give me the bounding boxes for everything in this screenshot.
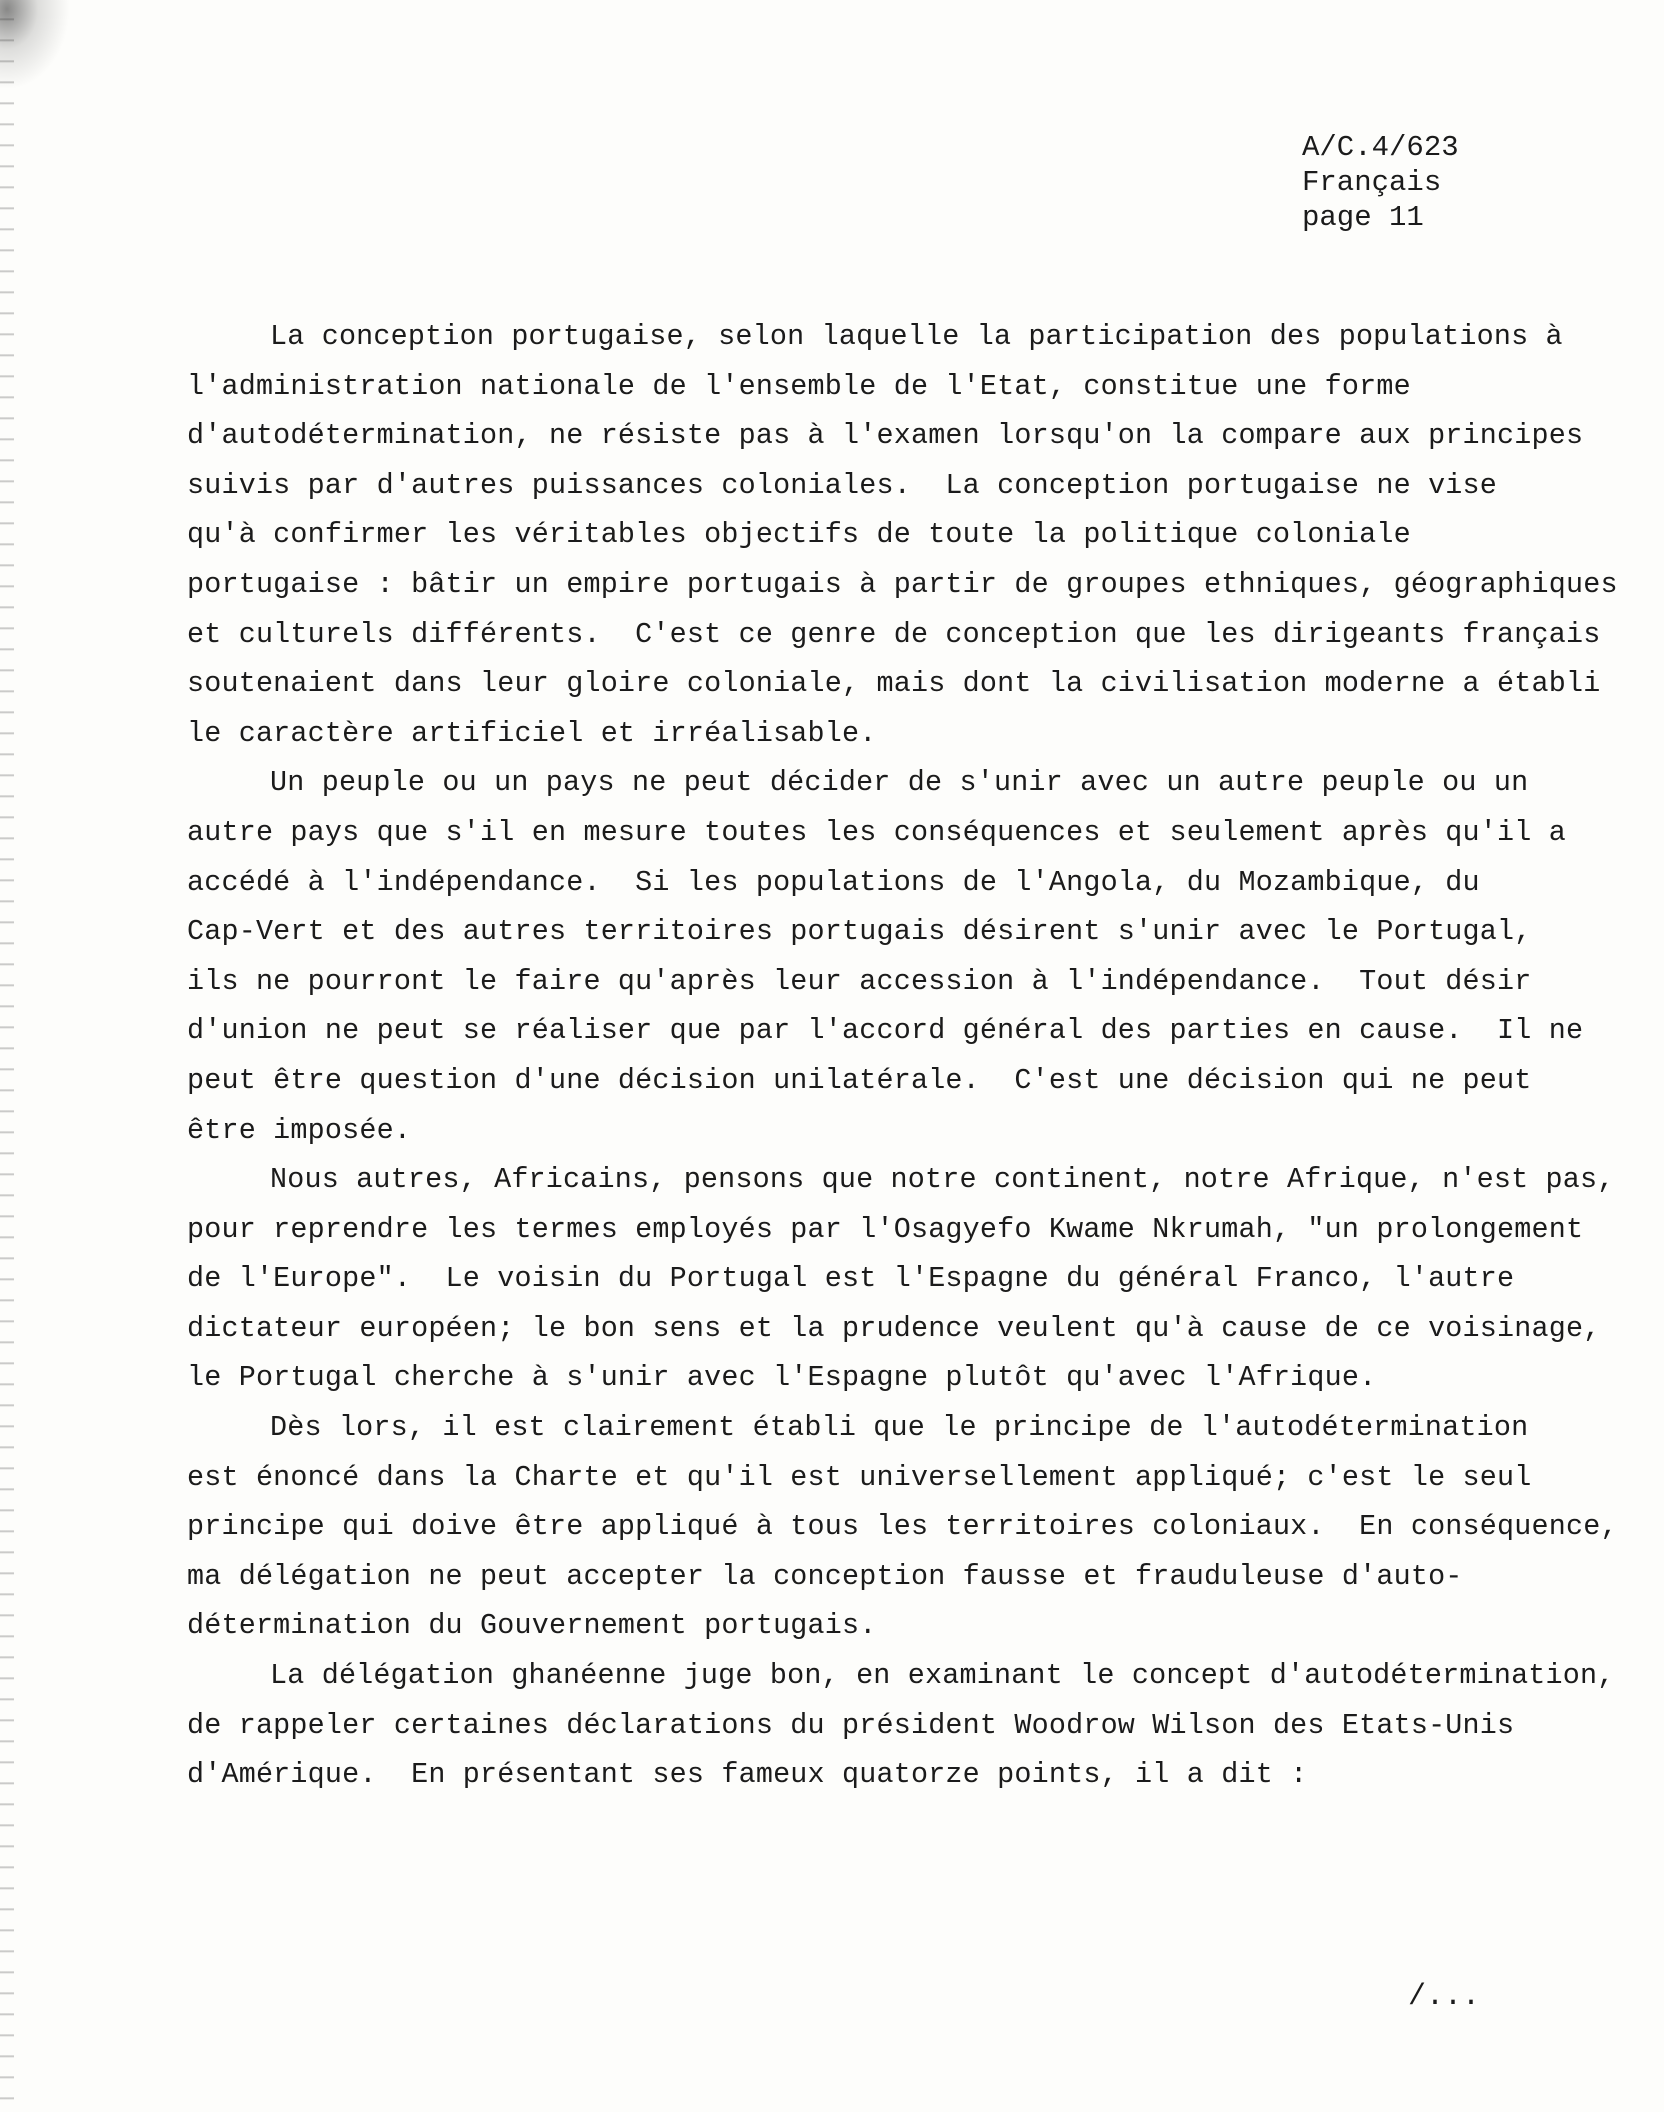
document-header [1302,130,1459,235]
text-line: accédé à l'indépendance. Si les populations de l'Angola, du Mozambique, du [187,865,1480,899]
text-line: La conception portugaise, selon laquelle la participation des populations à [270,320,1563,353]
scan-corner-smudge [0,0,70,90]
text-line: principe qui doive être appliqué à tous les territoires coloniaux. En conséquence, [187,1510,1618,1544]
text-line: La délégation ghanéenne juge bon, en examinant le concept d'autodétermination, [270,1659,1615,1693]
scan-edge-artifact [0,0,14,2112]
text-line: qu'à confirmer les véritables objectifs de toute la politique coloniale [187,518,1411,552]
text-line: être imposée. [187,1113,412,1147]
text-line: d'autodétermination, ne résiste pas à l'examen lorsqu'on la compare aux principes [187,419,1584,453]
text-line: portugaise : bâtir un empire portugais à partir de groupes ethniques, géographiques [187,567,1618,601]
text-line: pour reprendre les termes employés par l'Osagyefo Kwame Nkrumah, "un prolongement [187,1212,1584,1246]
text-line: le caractère artificiel et irréalisable. [187,716,877,750]
text-line: de rappeler certaines déclarations du président Woodrow Wilson des Etats-Unis [187,1708,1515,1742]
paragraph [187,1403,1618,1651]
paragraph [187,758,1587,1155]
text-line: l'administration nationale de l'ensemble de l'Etat, constitue une forme [187,369,1411,403]
document-symbol: A/C.4/623 [1302,131,1459,164]
continuation-mark: /... [1408,1980,1481,2014]
text-line: autre pays que s'il en mesure toutes les conséquences et seulement après qu'il a [187,815,1566,849]
document-body [187,312,1618,1800]
text-line: soutenaient dans leur gloire coloniale, mais dont la civilisation moderne a établi [187,667,1601,701]
text-line: et culturels différents. C'est ce genre de conception que les dirigeants français [187,617,1601,651]
page-number: page 11 [1302,201,1424,234]
text-line: ma délégation ne peut accepter la conception fausse et frauduleuse d'auto- [187,1559,1463,1593]
text-line: Nous autres, Africains, pensons que notre continent, notre Afrique, n'est pas, [270,1163,1615,1197]
text-line: d'Amérique. En présentant ses fameux quatorze points, il a dit : [187,1758,1308,1792]
text-line: peut être question d'une décision unilatérale. C'est une décision qui ne peut [187,1063,1532,1097]
text-line: de l'Europe". Le voisin du Portugal est l'Espagne du général Franco, l'autre [187,1262,1515,1296]
paragraph [187,312,1618,758]
paragraph [187,1155,1615,1403]
text-line: ils ne pourront le faire qu'après leur accession à l'indépendance. Tout désir [187,964,1532,998]
text-line: Dès lors, il est clairement établi que le principe de l'autodétermination [270,1411,1529,1445]
document-language: Français [1302,166,1442,199]
text-line: est énoncé dans la Charte et qu'il est universellement appliqué; c'est le seul [187,1460,1532,1494]
text-line: d'union ne peut se réaliser que par l'accord général des parties en cause. Il ne [187,1014,1584,1048]
text-line: Cap-Vert et des autres territoires portugais désirent s'unir avec le Portugal, [187,915,1532,949]
text-line: dictateur européen; le bon sens et la prudence veulent qu'à cause de ce voisinage, [187,1311,1601,1345]
paragraph [187,1651,1615,1800]
text-line: Un peuple ou un pays ne peut décider de s'unir avec un autre peuple ou un [270,766,1529,800]
text-line: le Portugal cherche à s'unir avec l'Espagne plutôt qu'avec l'Afrique. [187,1361,1377,1395]
text-line: suivis par d'autres puissances coloniales. La conception portugaise ne vise [187,468,1498,502]
text-line: détermination du Gouvernement portugais. [187,1609,877,1643]
